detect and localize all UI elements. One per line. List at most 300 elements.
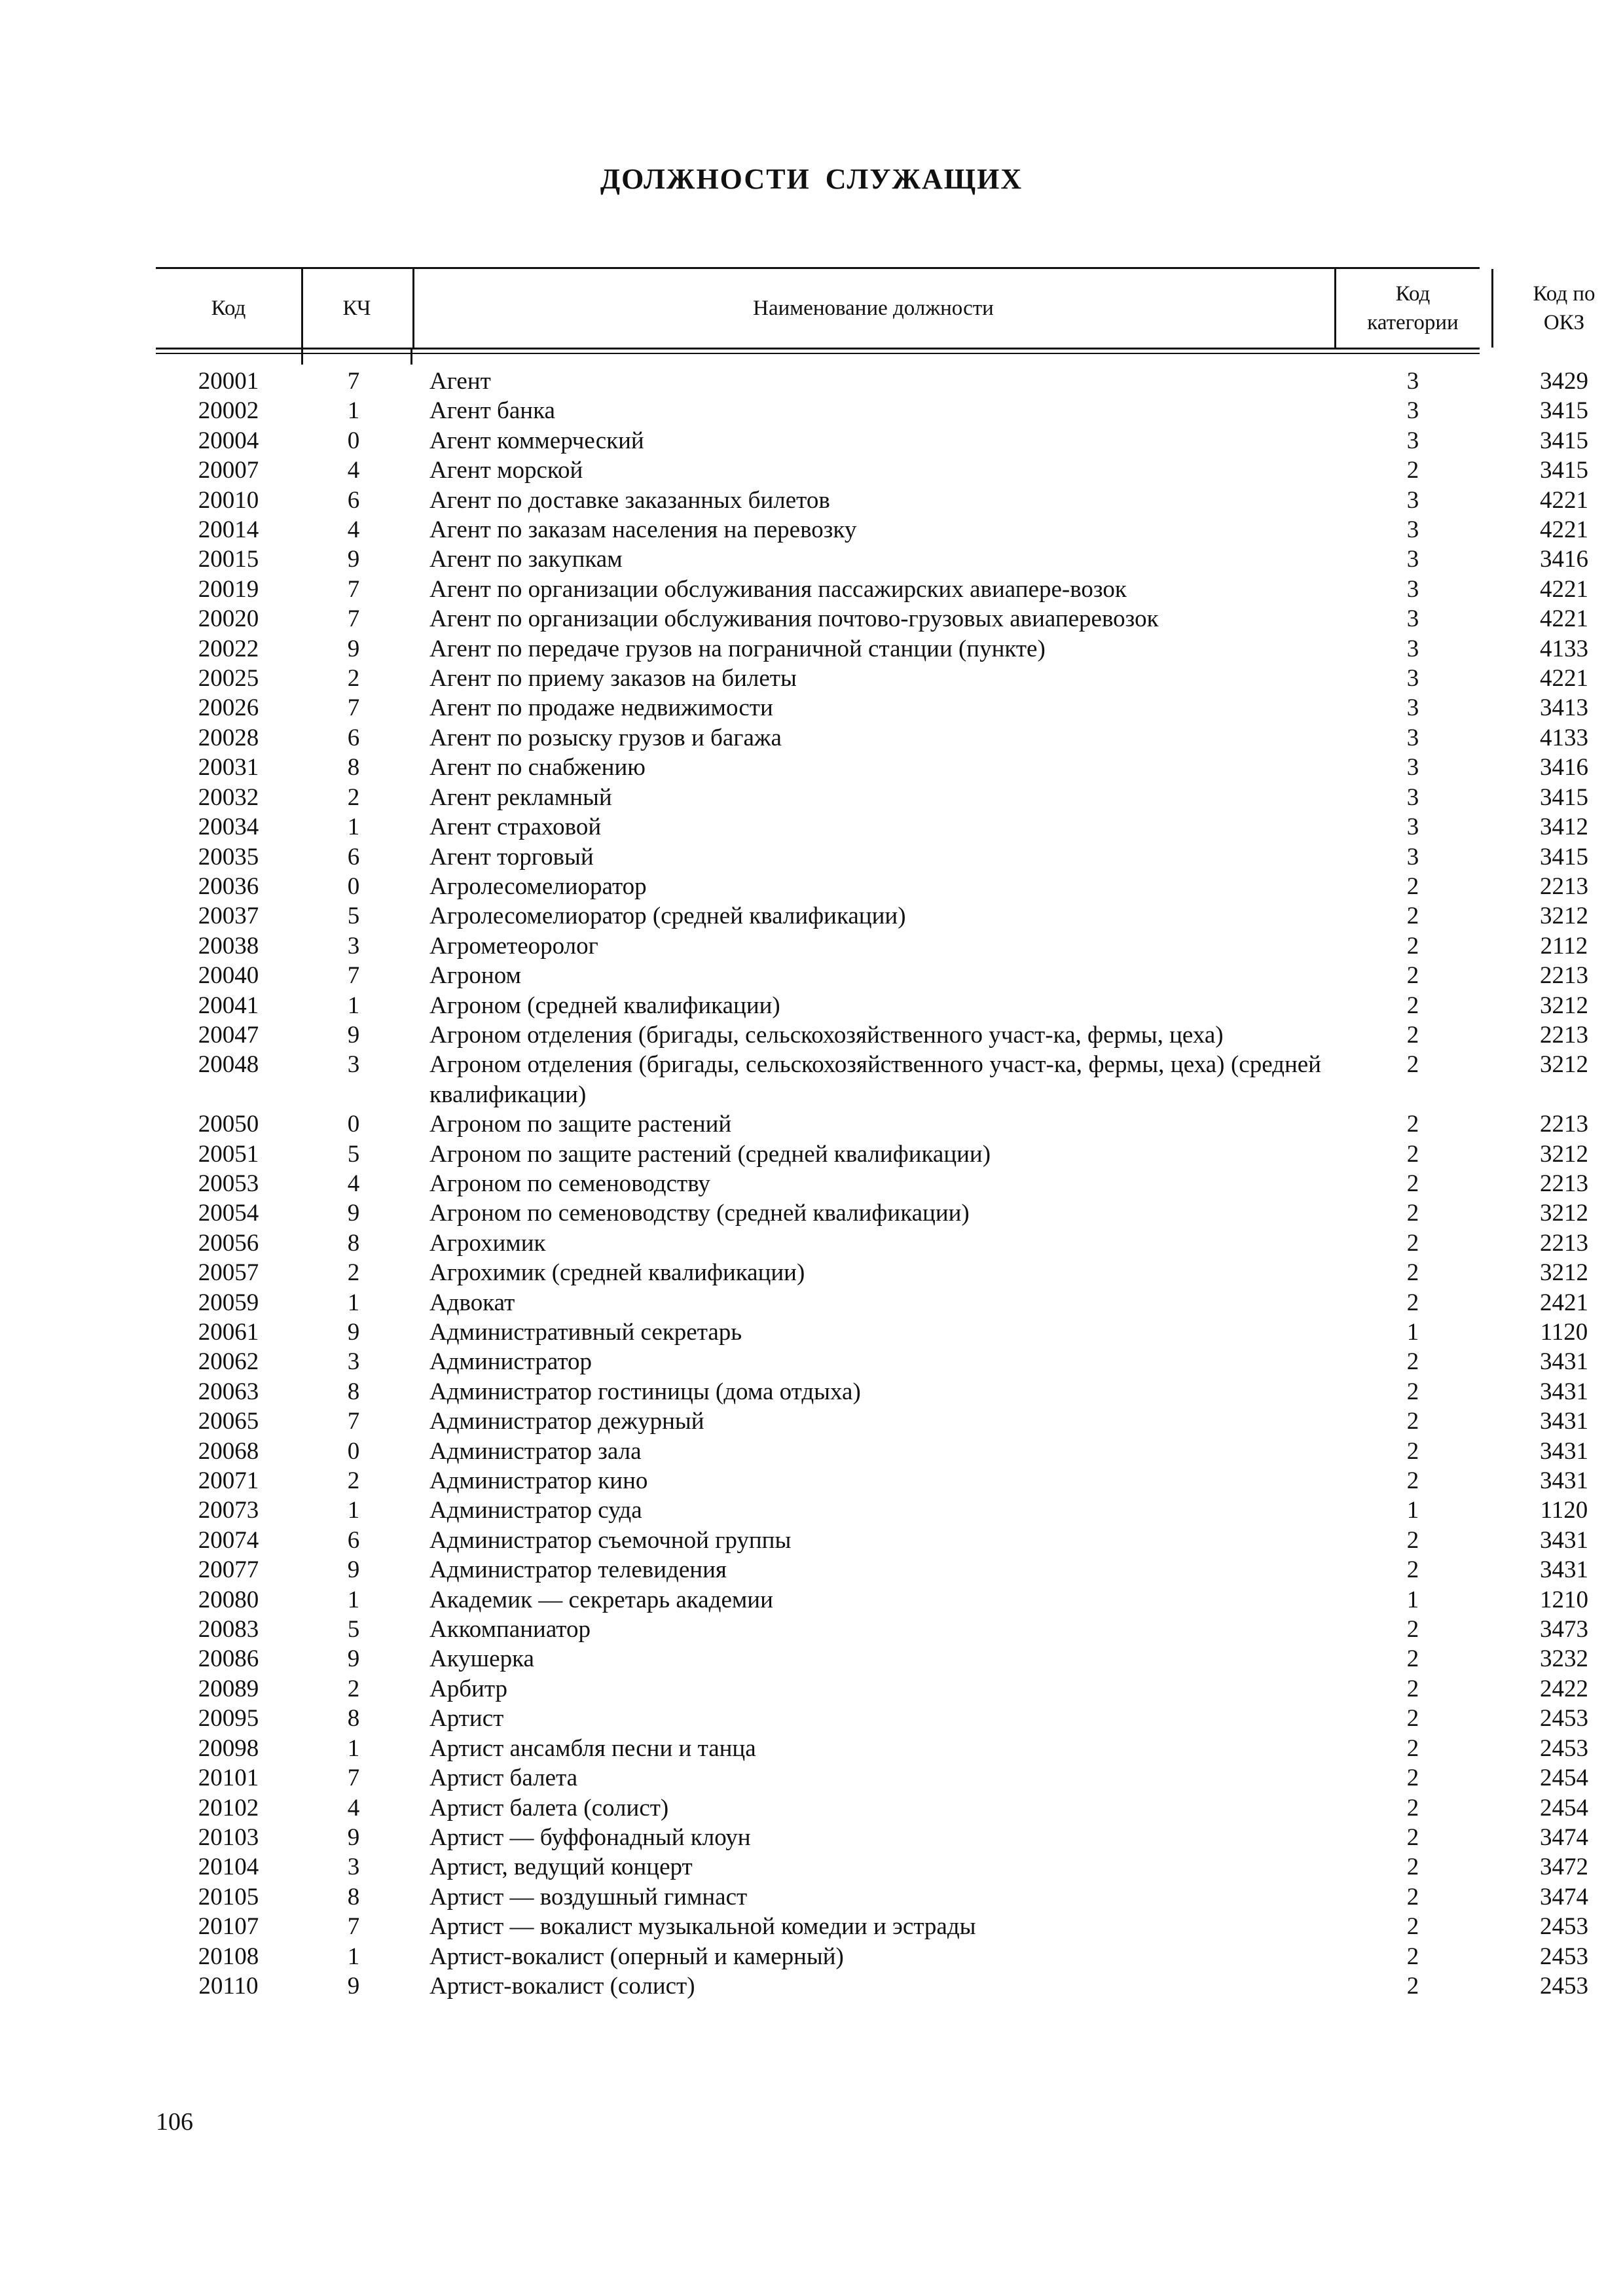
cell-name: Агент банка (429, 397, 555, 425)
cell-okz: 3431 (1540, 1437, 1588, 1465)
cell-name: Агроном отделения (бригады, сельскохозяйственного участ-ка, фермы, цеха) (средней квалификации) (429, 1051, 1321, 1108)
cell-name: Агент морской (429, 457, 583, 484)
cell-category: 2 (1406, 932, 1419, 960)
cell-code: 20037 (198, 903, 259, 930)
cell-code: 20004 (198, 427, 259, 454)
cell-kch: 7 (347, 1765, 360, 1792)
cell-name: Агент торговый (429, 843, 594, 870)
cell-category: 2 (1406, 1111, 1419, 1138)
cell-kch: 7 (347, 575, 360, 603)
cell-name: Арбитр (429, 1675, 507, 1702)
cell-name: Артист балета (солист) (429, 1794, 669, 1821)
cell-name: Агролесомелиоратор (429, 872, 647, 900)
cell-okz: 2453 (1540, 1913, 1588, 1941)
cell-kch: 3 (347, 1051, 360, 1079)
cell-category: 3 (1406, 546, 1419, 573)
cell-kch: 0 (347, 1111, 360, 1138)
cell-code: 20020 (198, 605, 259, 633)
cell-code: 20010 (198, 486, 259, 514)
cell-kch: 8 (347, 1229, 360, 1257)
cell-okz: 3431 (1540, 1526, 1588, 1554)
table-row (156, 486, 1588, 515)
cell-category: 3 (1406, 397, 1419, 425)
cell-category: 2 (1406, 1883, 1419, 1910)
cell-category: 3 (1406, 605, 1419, 633)
cell-code: 20022 (198, 635, 259, 662)
cell-name: Артист, ведущий концерт (429, 1854, 693, 1881)
cell-code: 20074 (198, 1526, 259, 1554)
cell-category: 3 (1406, 724, 1419, 751)
cell-category: 3 (1406, 368, 1419, 395)
cell-kch: 8 (347, 754, 360, 781)
cell-okz: 3415 (1540, 783, 1588, 811)
cell-kch: 7 (347, 1408, 360, 1435)
cell-code: 20007 (198, 457, 259, 484)
cell-code: 20108 (198, 1943, 259, 1970)
cell-kch: 6 (347, 1526, 360, 1554)
cell-name: Агент по организации обслуживания пассажирских авиапере-возок (429, 575, 1127, 603)
cell-okz: 4221 (1540, 605, 1588, 633)
cell-name: Аккомпаниатор (429, 1616, 591, 1643)
cell-code: 20036 (198, 872, 259, 900)
header-okz-text: Код по ОКЗ (1533, 282, 1596, 334)
cell-okz: 1120 (1540, 1497, 1588, 1524)
cell-okz: 3431 (1540, 1408, 1588, 1435)
cell-category: 2 (1406, 1526, 1419, 1554)
cell-category: 2 (1406, 1972, 1419, 2000)
cell-okz: 3232 (1540, 1645, 1588, 1673)
cell-category: 2 (1406, 457, 1419, 484)
cell-code: 20051 (198, 1140, 259, 1168)
cell-kch: 1 (347, 814, 360, 841)
cell-okz: 2213 (1540, 1111, 1588, 1138)
cell-code: 20057 (198, 1259, 259, 1287)
cell-code: 20002 (198, 397, 259, 425)
cell-category: 1 (1406, 1586, 1419, 1613)
cell-okz: 3212 (1540, 1200, 1588, 1227)
cell-code: 20077 (198, 1556, 259, 1584)
table-row (156, 991, 1588, 1020)
table-row (156, 1912, 1588, 1941)
cell-kch: 9 (347, 1645, 360, 1673)
cell-code: 20107 (198, 1913, 259, 1941)
cell-category: 2 (1406, 1437, 1419, 1465)
table-row (156, 1139, 1588, 1169)
cell-name: Агент (429, 368, 491, 395)
cell-category: 2 (1406, 1408, 1419, 1435)
cell-code: 20031 (198, 754, 259, 781)
cell-name: Агроном по семеноводству (средней квалификации) (429, 1200, 970, 1227)
cell-name: Агроном (429, 962, 521, 990)
cell-kch: 3 (347, 1348, 360, 1376)
cell-code: 20040 (198, 962, 259, 990)
cell-category: 2 (1406, 1289, 1419, 1316)
table-row (156, 545, 1588, 574)
cell-kch: 1 (347, 1943, 360, 1970)
cell-name: Администратор съемочной группы (429, 1526, 792, 1554)
table-row (156, 931, 1588, 961)
cell-code: 20026 (198, 694, 259, 722)
cell-kch: 9 (347, 1556, 360, 1584)
table-row (156, 1050, 1588, 1109)
cell-name: Агент по закупкам (429, 546, 623, 573)
table-row (156, 1852, 1588, 1882)
table-row (156, 1674, 1588, 1704)
cell-okz: 3212 (1540, 992, 1588, 1019)
cell-code: 20080 (198, 1586, 259, 1613)
cell-okz: 2453 (1540, 1943, 1588, 1970)
cell-kch: 0 (347, 427, 360, 454)
cell-name: Администратор суда (429, 1497, 642, 1524)
cell-code: 20038 (198, 932, 259, 960)
table-row (156, 456, 1588, 485)
page-number: 106 (156, 2108, 193, 2136)
table-row (156, 1347, 1588, 1376)
table-row (156, 783, 1588, 812)
cell-kch: 1 (347, 1289, 360, 1316)
cell-okz: 2213 (1540, 1021, 1588, 1049)
table-row (156, 1734, 1588, 1763)
table-row (156, 842, 1588, 872)
cell-kch: 1 (347, 1734, 360, 1762)
cell-category: 3 (1406, 575, 1419, 603)
cell-okz: 3431 (1540, 1556, 1588, 1584)
cell-name: Артист — буффонадный клоун (429, 1823, 751, 1851)
cell-okz: 2421 (1540, 1289, 1588, 1316)
cell-name: Агент по доставке заказанных билетов (429, 486, 830, 514)
cell-okz: 1210 (1540, 1586, 1588, 1613)
cell-code: 20028 (198, 724, 259, 751)
cell-okz: 3416 (1540, 754, 1588, 781)
cell-code: 20053 (198, 1170, 259, 1197)
cell-category: 2 (1406, 1794, 1419, 1821)
cell-name: Администратор дежурный (429, 1408, 704, 1435)
cell-kch: 2 (347, 1675, 360, 1702)
cell-code: 20050 (198, 1111, 259, 1138)
table-row (156, 515, 1588, 545)
cell-name: Агроном отделения (бригады, сельскохозяйственного участ-ка, фермы, цеха) (429, 1021, 1224, 1049)
cell-okz: 3212 (1540, 1140, 1588, 1168)
table-row (156, 1198, 1588, 1228)
cell-category: 3 (1406, 486, 1419, 514)
table-row (156, 1585, 1588, 1615)
cell-name: Артист (429, 1705, 504, 1732)
cell-okz: 3431 (1540, 1467, 1588, 1495)
cell-okz: 2422 (1540, 1675, 1588, 1702)
cell-category: 2 (1406, 1467, 1419, 1495)
cell-category: 3 (1406, 427, 1419, 454)
cell-name: Агроном по защите растений (средней квалификации) (429, 1140, 991, 1168)
cell-okz: 4133 (1540, 635, 1588, 662)
cell-kch: 1 (347, 1586, 360, 1613)
cell-kch: 5 (347, 903, 360, 930)
cell-category: 3 (1406, 665, 1419, 692)
table-row (156, 634, 1588, 664)
table-row (156, 961, 1588, 990)
table-row (156, 664, 1588, 693)
cell-kch: 1 (347, 1497, 360, 1524)
cell-kch: 9 (347, 1200, 360, 1227)
cell-category: 2 (1406, 1556, 1419, 1584)
cell-category: 3 (1406, 694, 1419, 722)
cell-okz: 4221 (1540, 665, 1588, 692)
cell-category: 2 (1406, 1854, 1419, 1881)
cell-name: Агент по снабжению (429, 754, 646, 781)
table-row (156, 367, 1588, 396)
header-code: Код (156, 269, 303, 348)
cell-category: 3 (1406, 754, 1419, 781)
cell-name: Агрохимик (429, 1229, 546, 1257)
cell-kch: 1 (347, 397, 360, 425)
cell-okz: 2213 (1540, 1170, 1588, 1197)
cell-okz: 4221 (1540, 575, 1588, 603)
cell-category: 2 (1406, 903, 1419, 930)
table-row (156, 723, 1588, 753)
cell-category: 2 (1406, 1229, 1419, 1257)
cell-kch: 2 (347, 783, 360, 811)
cell-name: Агент по передаче грузов на пограничной станции (пункте) (429, 635, 1046, 662)
cell-kch: 2 (347, 1259, 360, 1287)
cell-code: 20102 (198, 1794, 259, 1821)
cell-category: 1 (1406, 1497, 1419, 1524)
header-name: Наименование должности (412, 269, 1336, 348)
header-kch: КЧ (301, 269, 414, 348)
table-row (156, 1020, 1588, 1050)
cell-okz: 4221 (1540, 486, 1588, 514)
page-title: ДОЛЖНОСТИ СЛУЖАЩИХ (600, 163, 1023, 195)
table-row (156, 396, 1588, 425)
cell-okz: 4133 (1540, 724, 1588, 751)
table-row (156, 1437, 1588, 1466)
table-row (156, 1229, 1588, 1258)
cell-okz: 2112 (1540, 932, 1588, 960)
cell-kch: 2 (347, 665, 360, 692)
cell-code: 20032 (198, 783, 259, 811)
cell-code: 20047 (198, 1021, 259, 1049)
cell-okz: 2454 (1540, 1794, 1588, 1821)
cell-name: Акушерка (429, 1645, 534, 1673)
cell-name: Агент по организации обслуживания почтово-грузовых авиаперевозок (429, 605, 1159, 633)
cell-kch: 0 (347, 1437, 360, 1465)
cell-kch: 0 (347, 872, 360, 900)
cell-code: 20071 (198, 1467, 259, 1495)
cell-code: 20110 (198, 1972, 259, 2000)
cell-code: 20065 (198, 1408, 259, 1435)
cell-code: 20001 (198, 368, 259, 395)
cell-kch: 7 (347, 605, 360, 633)
cell-okz: 3413 (1540, 694, 1588, 722)
cell-code: 20035 (198, 843, 259, 870)
cell-code: 20062 (198, 1348, 259, 1376)
cell-name: Агент страховой (429, 814, 602, 841)
cell-category: 1 (1406, 1319, 1419, 1346)
cell-code: 20015 (198, 546, 259, 573)
cell-okz: 4221 (1540, 516, 1588, 544)
table-row (156, 604, 1588, 634)
cell-okz: 3212 (1540, 1051, 1588, 1079)
cell-okz: 3429 (1540, 368, 1588, 395)
cell-code: 20105 (198, 1883, 259, 1910)
table-row (156, 1318, 1588, 1347)
cell-name: Артист-вокалист (солист) (429, 1972, 695, 2000)
table-row (156, 1882, 1588, 1912)
table-row (156, 1109, 1588, 1139)
cell-code: 20019 (198, 575, 259, 603)
table-row (156, 901, 1588, 931)
cell-kch: 6 (347, 486, 360, 514)
cell-code: 20101 (198, 1765, 259, 1792)
cell-kch: 3 (347, 1854, 360, 1881)
cell-okz: 3474 (1540, 1823, 1588, 1851)
table-row (156, 1763, 1588, 1793)
cell-name: Агент по продаже недвижимости (429, 694, 773, 722)
cell-name: Агент по приему заказов на билеты (429, 665, 797, 692)
cell-name: Агент коммерческий (429, 427, 644, 454)
cell-kch: 3 (347, 932, 360, 960)
cell-category: 3 (1406, 814, 1419, 841)
header-okz (1491, 269, 1623, 348)
cell-category: 2 (1406, 1051, 1419, 1079)
cell-name: Агролесомелиоратор (средней квалификации) (429, 903, 906, 930)
cell-okz: 3474 (1540, 1883, 1588, 1910)
table-body (156, 350, 1588, 2001)
cell-category: 3 (1406, 516, 1419, 544)
cell-code: 20103 (198, 1823, 259, 1851)
cell-category: 3 (1406, 635, 1419, 662)
cell-kch: 4 (347, 457, 360, 484)
table-row (156, 426, 1588, 456)
cell-kch: 4 (347, 1794, 360, 1821)
cell-okz: 3415 (1540, 427, 1588, 454)
cell-category: 2 (1406, 1675, 1419, 1702)
cell-name: Агент рекламный (429, 783, 612, 811)
cell-code: 20054 (198, 1200, 259, 1227)
cell-kch: 6 (347, 843, 360, 870)
table-row (156, 1407, 1588, 1436)
table-row (156, 753, 1588, 782)
cell-kch: 4 (347, 516, 360, 544)
cell-okz: 3415 (1540, 397, 1588, 425)
cell-okz: 2453 (1540, 1705, 1588, 1732)
table-row (156, 1823, 1588, 1852)
cell-name: Адвокат (429, 1289, 515, 1316)
cell-code: 20098 (198, 1734, 259, 1762)
cell-code: 20041 (198, 992, 259, 1019)
cell-code: 20068 (198, 1437, 259, 1465)
cell-okz: 3431 (1540, 1348, 1588, 1376)
cell-kch: 9 (347, 1823, 360, 1851)
header-category (1334, 269, 1493, 348)
cell-kch: 9 (347, 1972, 360, 2000)
cell-name: Агент по розыску грузов и багажа (429, 724, 782, 751)
cell-category: 2 (1406, 1259, 1419, 1287)
cell-category: 2 (1406, 1913, 1419, 1941)
cell-kch: 9 (347, 1021, 360, 1049)
cell-category: 2 (1406, 1021, 1419, 1049)
cell-code: 20048 (198, 1051, 259, 1079)
cell-category: 2 (1406, 1170, 1419, 1197)
cell-category: 2 (1406, 1943, 1419, 1970)
cell-kch: 1 (347, 992, 360, 1019)
cell-category: 2 (1406, 1616, 1419, 1643)
cell-category: 2 (1406, 1348, 1419, 1376)
cell-category: 2 (1406, 992, 1419, 1019)
cell-okz: 3412 (1540, 814, 1588, 841)
cell-category: 3 (1406, 783, 1419, 811)
cell-kch: 9 (347, 546, 360, 573)
cell-name: Администратор телевидения (429, 1556, 727, 1584)
cell-name: Артист — вокалист музыкальной комедии и эстрады (429, 1913, 976, 1941)
cell-category: 2 (1406, 872, 1419, 900)
cell-name: Администратор (429, 1348, 593, 1376)
cell-kch: 8 (347, 1378, 360, 1405)
cell-okz: 3416 (1540, 546, 1588, 573)
cell-name: Агрохимик (средней квалификации) (429, 1259, 805, 1287)
cell-okz: 3415 (1540, 843, 1588, 870)
table-row (156, 575, 1588, 604)
table-row (156, 1377, 1588, 1407)
cell-category: 2 (1406, 1378, 1419, 1405)
cell-okz: 2454 (1540, 1765, 1588, 1792)
cell-kch: 7 (347, 694, 360, 722)
cell-kch: 4 (347, 1170, 360, 1197)
cell-name: Агрометеоролог (429, 932, 598, 960)
cell-category: 2 (1406, 1765, 1419, 1792)
cell-name: Артист — воздушный гимнаст (429, 1883, 748, 1910)
cell-category: 2 (1406, 962, 1419, 990)
cell-kch: 6 (347, 724, 360, 751)
cell-category: 2 (1406, 1734, 1419, 1762)
cell-name: Агроном по семеноводству (429, 1170, 710, 1197)
cell-kch: 5 (347, 1140, 360, 1168)
cell-code: 20025 (198, 665, 259, 692)
cell-okz: 2453 (1540, 1734, 1588, 1762)
cell-code: 20095 (198, 1705, 259, 1732)
cell-code: 20056 (198, 1229, 259, 1257)
table-row (156, 1169, 1588, 1198)
cell-kch: 9 (347, 635, 360, 662)
cell-code: 20014 (198, 516, 259, 544)
cell-name: Агент по заказам населения на перевозку (429, 516, 857, 544)
cell-category: 2 (1406, 1705, 1419, 1732)
cell-category: 3 (1406, 843, 1419, 870)
table-row (156, 1644, 1588, 1674)
table-row (156, 812, 1588, 842)
cell-kch: 7 (347, 1913, 360, 1941)
cell-kch: 7 (347, 962, 360, 990)
positions-table (156, 267, 1596, 2001)
cell-name: Административный секретарь (429, 1319, 742, 1346)
cell-category: 2 (1406, 1645, 1419, 1673)
table-header (156, 267, 1596, 350)
table-row (156, 1526, 1588, 1555)
table-row (156, 872, 1588, 901)
table-row (156, 1704, 1588, 1733)
cell-name: Агроном по защите растений (429, 1111, 732, 1138)
cell-code: 20086 (198, 1645, 259, 1673)
table-row (156, 1288, 1588, 1318)
cell-name: Артист балета (429, 1765, 578, 1792)
cell-okz: 3212 (1540, 1259, 1588, 1287)
cell-code: 20034 (198, 814, 259, 841)
table-row (156, 1615, 1588, 1644)
cell-category: 2 (1406, 1200, 1419, 1227)
cell-okz: 2213 (1540, 1229, 1588, 1257)
cell-kch: 2 (347, 1467, 360, 1495)
cell-name: Академик — секретарь академии (429, 1586, 773, 1613)
cell-okz: 3212 (1540, 903, 1588, 930)
table-row (156, 1555, 1588, 1585)
